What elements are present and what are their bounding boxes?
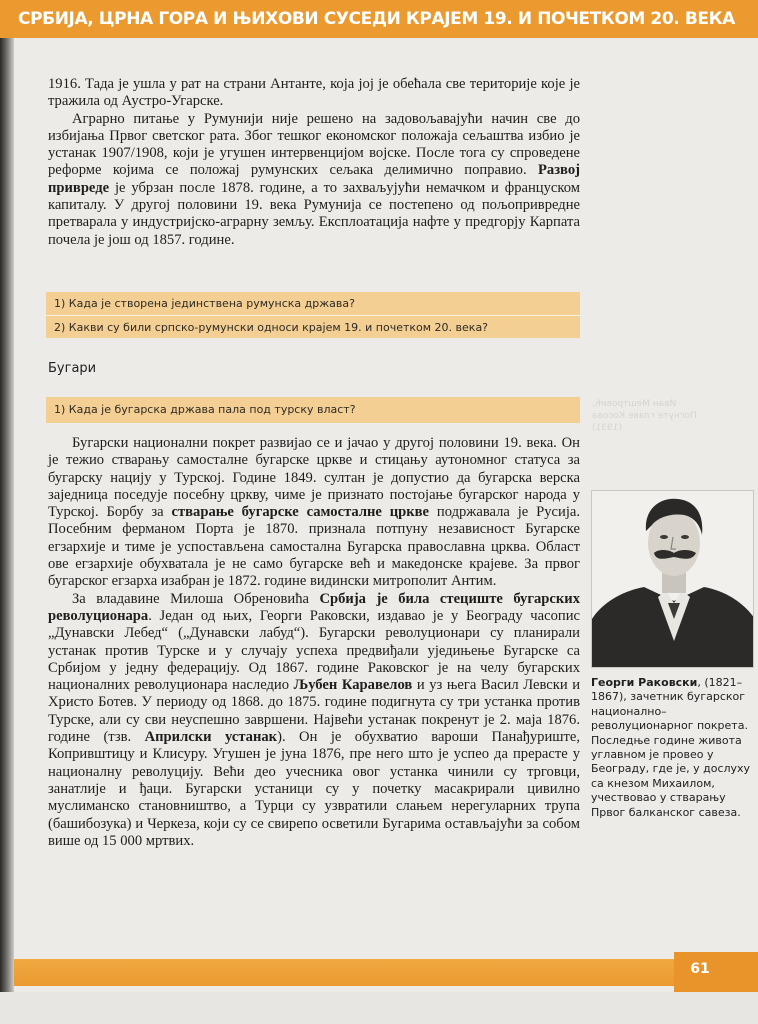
question-item: 1) Када је бугарска држава пала под турску власт?	[54, 403, 356, 416]
bulgaria-text-1: Бугарски национални покрет развијао се и јачао у другој половини 19. века. Он је тежио стварању самосталне бугарске цркве и стицању аутономног статуса за бугарску нацију у Турској. Године 1849. султан је допустио да бугарска верска заједница поседује посебну цркву, чиме је признато постојање бугарског народа у Турској. Борбу за	[48, 435, 580, 521]
bulgaria-text-2: подржавала је Русија. Посебним ферманом Порта је 1870. признала потпуну независност Бугарске егзархије и тиме је успостављена самостална Бугарска православна црква. Област ове егзархије обухватала је не само бугарске већ и македонске крајеве. За првог бугарског егзарха изабран је 1872. године видински митрополит Антим.	[48, 504, 580, 590]
bulgaria-paragraph-1	[48, 435, 580, 591]
bulgaria-bold-3: Љубен Каравелов	[293, 677, 413, 694]
portrait-name: Георги Раковски	[591, 676, 698, 689]
bulgaria-paragraph-2	[48, 591, 580, 850]
portrait-rakovski	[591, 490, 754, 668]
bulgaria-text-3: За владавине Милоша Обреновића	[72, 590, 320, 607]
question-item: 2) Какви су били српско-румунски односи крајем 19. и почетком 20. века?	[46, 315, 580, 338]
romania-text-2: је убрзан после 1878. године, а то захваљујући немачком и француском капиталу. У другој половини 19. века Румунија се постепено од пољопривредне претварала у индустријско-аграрну земљу. Експлоатација нафте у предгорју Карпата почела је још од 1857. године.	[48, 179, 580, 248]
book-spine-shadow	[0, 0, 14, 1024]
page-number: 61	[690, 961, 710, 977]
show-through-text: Иван Мештровић, Погнуте главе Косова (1931)	[592, 399, 697, 433]
bulgaria-text-4: . Један од њих, Георги Раковски, издавао је у Београду часопис „Дунавски Лебед“ („Дунавски лабуд“). Бугарски револуционари су планирали устанак против Турске и у случају успеха предвиђали уједињење Бугарске са Србијом у једну федерацију. Од 1867. године Раковског је на челу бугарских националних револуционара наследио	[48, 607, 580, 694]
section-heading-bulgarians: Бугари	[48, 361, 97, 376]
portrait-caption-text: , (1821–1867), зачетник бугарског национално–револуционарног покрета. Последње године живота углавном је провео у Београду, где је, у дослуху са кнезом Михаилом, учествовао у стварању Првог балканског савеза.	[591, 676, 751, 819]
romania-bold-1: Развој привреде	[48, 162, 580, 196]
question-item: 1) Када је створена јединствена румунска држава?	[54, 297, 355, 310]
romania-paragraph	[48, 111, 580, 249]
bulgaria-text-5: и уз њега Васил Левски и Христо Ботев. У периоду од 1868. до 1875. године подигнута су три устанка против Турске, али су сви неуспешно завршени. Највећи устанак покренут је 2. маја 1876. године (тзв.	[48, 677, 581, 746]
text-block-bulgaria	[48, 435, 580, 850]
intro-paragraph: 1916. Тада је ушла у рат на страни Антанте, која јој је обећала све територије које је тражила од Аустро-Угарске.	[48, 76, 580, 110]
page-bottom-margin	[0, 992, 758, 1024]
portrait-caption	[591, 676, 751, 820]
romania-text-1: Аграрно питање у Румунији није решено на задовољавајући начин све до избијања Првог светског рата. Због тешког економског положаја сељаштва избио је устанак 1907/1908, који је угушен интервенцијом војске. После тога су спроведене реформе којима се положај румунских сељака делимично поправио.	[48, 110, 580, 179]
chapter-header-band	[0, 0, 758, 38]
questions-box-bulgarians	[46, 397, 580, 423]
bulgaria-text-6: ). Он је обухватио вароши Панађуриште, Копривштицу и Клисуру. Угушен је јуна 1876, пре него што је успео да прерасте у националну револуцију. Већи део учесника овог устанка чинили су трговци, занатлије и ђаци. Бугарски устаници су у почетку масакрирали цивилно муслиманско становништво, а Турци су узвратили слањем нерегуларних трупа (башибозука) и Черкеза, који су се свирепо осветили Бугарима остављајући за собом више од 15 000 мртвих.	[48, 729, 580, 849]
chapter-title: СРБИЈА, ЦРНА ГОРА И ЊИХОВИ СУСЕДИ КРАЈЕМ 19. И ПОЧЕТКОМ 20. ВЕКА	[18, 9, 735, 29]
questions-box-romania	[46, 292, 580, 338]
footer-band	[14, 959, 674, 986]
bulgaria-bold-4: Априлски устанак	[144, 729, 278, 746]
text-block-romania	[48, 76, 580, 249]
bulgaria-bold-2: Србија је била стециште бугарских револуционара	[48, 590, 580, 624]
bulgaria-bold-1: стварање бугарске самосталне цркве	[171, 504, 430, 521]
portrait-engraving	[592, 491, 754, 668]
